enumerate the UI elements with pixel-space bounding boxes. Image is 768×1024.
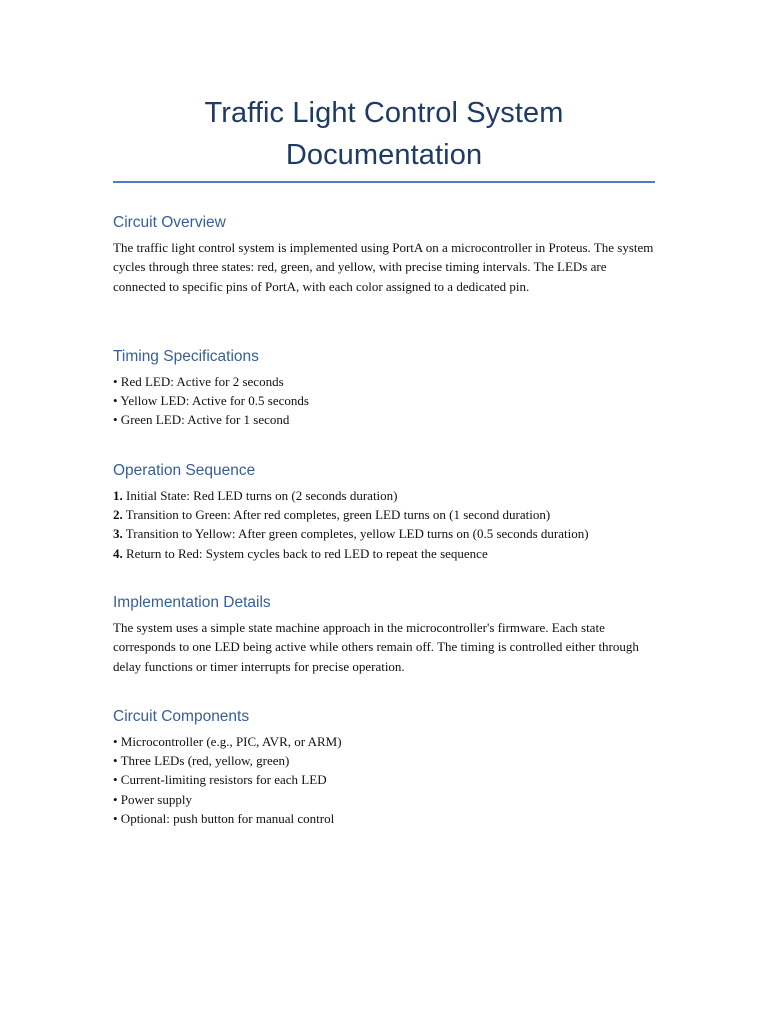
title-line-1: Traffic Light Control System [204,97,564,129]
list-item: • Current-limiting resistors for each LED [113,772,327,788]
paragraph-circuit-overview: The traffic light control system is implemented using PortA on a microcontroller in Proteus. The system cycles through three states: red, green, and yellow, with precise timing intervals. The LEDs are connected to specific pins of PortA, with each color assigned to a dedicated pin. [113,240,654,294]
heading-implementation-details: Implementation Details [113,594,271,611]
list-item: • Optional: push button for manual control [113,810,335,826]
list-item [113,524,655,543]
paragraph-implementation-details: The system uses a simple state machine approach in the microcontroller's firmware. Each state corresponds to one LED being active while others remain off. The timing is controlled either through delay functions or timer interrupts for precise operation. [113,620,639,674]
list-item: • Microcontroller (e.g., PIC, AVR, or ARM) [113,734,342,749]
list-item: • Green LED: Active for 1 second [113,412,290,428]
step-number: 4. [113,545,123,561]
list-item: • Red LED: Active for 2 seconds [113,374,284,389]
heading-timing-specifications: Timing Specifications [113,348,259,365]
section-circuit-overview [113,213,655,296]
section-timing-specifications [113,347,655,430]
list-item: • Three LEDs (red, yellow, green) [113,753,290,769]
step-text: Transition to Yellow: After green completes, yellow LED turns on (0.5 seconds duration) [125,526,589,542]
section-implementation-details [113,593,655,676]
step-number: 2. [113,507,123,523]
step-text: Return to Red: System cycles back to red LED to repeat the sequence [126,545,488,561]
step-text: Transition to Green: After red completes, green LED turns on (1 second duration) [125,507,551,523]
document-page [113,92,655,826]
heading-circuit-overview: Circuit Overview [113,214,226,231]
operation-steps [113,486,655,563]
components-list [113,732,655,828]
list-item [113,544,655,563]
list-item [113,505,655,524]
title-underline [113,181,655,183]
heading-operation-sequence: Operation Sequence [113,462,256,479]
list-item: • Yellow LED: Active for 0.5 seconds [113,393,309,409]
heading-circuit-components: Circuit Components [113,708,250,725]
step-number: 1. [113,488,123,503]
step-number: 3. [113,526,123,542]
section-operation-sequence [113,461,655,563]
timing-list [113,372,655,430]
title-line-2: Documentation [285,139,483,171]
list-item [113,486,655,505]
step-text: Initial State: Red LED turns on (2 seconds duration) [126,488,398,503]
list-item: • Power supply [113,791,192,807]
document-title [113,92,655,176]
section-circuit-components [113,707,655,828]
